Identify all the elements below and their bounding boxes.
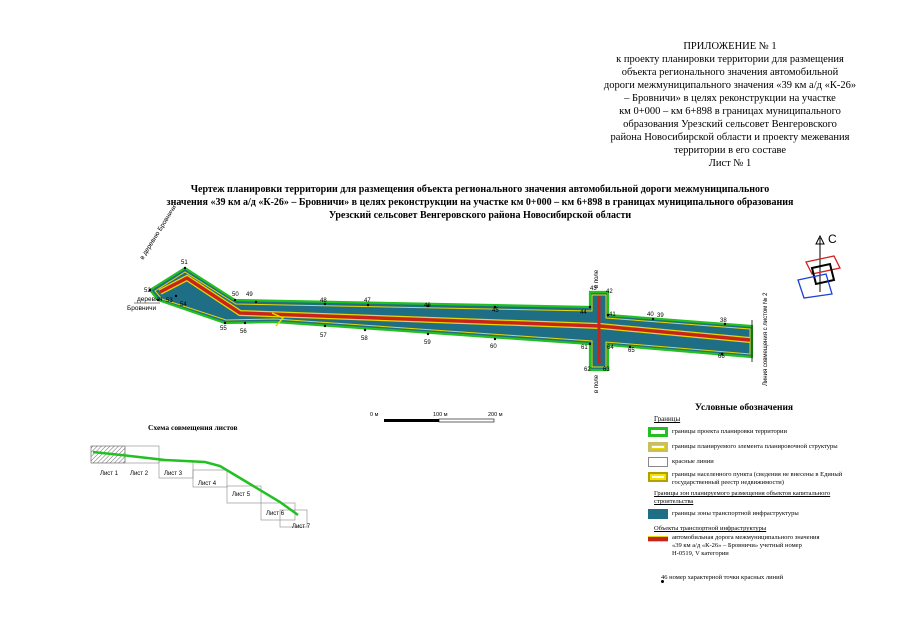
- title-line: значения «39 км а/д «К-26» – Бровничи» в целях реконструкции на участке км 0+000 – км 6+898 в границах муниципального образования: [166, 197, 794, 208]
- svg-text:0 м: 0 м: [370, 412, 379, 418]
- match-line-label: Линия совмещения с листом № 2: [763, 292, 769, 386]
- legend-section-objects: Объекты транспортной инфраструктуры: [654, 525, 767, 532]
- legend-item: красные линии: [672, 458, 714, 465]
- point-label: 59: [424, 340, 431, 346]
- point-label: 45: [492, 308, 499, 314]
- point-label: 58: [361, 336, 368, 342]
- appendix-line: дороги межмуниципального значения «39 км а/д «К-26»: [603, 80, 857, 91]
- appendix-line: образования Урезский сельсовет Венгеровского: [623, 119, 837, 130]
- legend-swatch-zone: [648, 509, 668, 519]
- point-label: 53: [166, 298, 173, 304]
- appendix-line: к проекту планировки территории для размещения: [616, 54, 844, 65]
- point-label: 44: [580, 310, 587, 316]
- point-label: 41: [609, 312, 616, 318]
- appendix-line: – Бровничи» в целях реконструкции на участке: [624, 93, 836, 104]
- direction-down-label: в поле: [594, 374, 600, 393]
- legend-section-zones: Границы зон планируемого размещения объектов капитального строительства: [654, 490, 831, 505]
- point-label: 47: [364, 298, 371, 304]
- point-label: 61: [581, 345, 588, 351]
- point-label: 43: [590, 286, 597, 292]
- point-label: 56: [240, 329, 247, 335]
- svg-text:200 м: 200 м: [488, 412, 503, 418]
- sheet-frame: [125, 446, 159, 463]
- legend-swatch-settlement: [648, 472, 668, 482]
- point-label: 63: [603, 367, 610, 373]
- scheme-title: Схема совмещения листов: [148, 423, 238, 432]
- legend-item: границы населенного пункта (сведения не внесены в Единый государственный реестр недвижимости): [672, 471, 843, 486]
- sheet-scheme: [91, 446, 311, 530]
- point-label: 55: [220, 326, 227, 332]
- point-label: 49: [246, 292, 253, 298]
- point-label: 46: [424, 303, 431, 309]
- svg-text:Лист 5: Лист 5: [232, 492, 251, 498]
- point-label: 60: [490, 344, 497, 350]
- point-label: 39: [657, 313, 664, 319]
- point-label: 42: [606, 289, 613, 295]
- point-label: 38: [720, 318, 727, 324]
- direction-label: в деревню Бровничи: [138, 204, 178, 262]
- svg-text:Лист 6: Лист 6: [266, 511, 285, 517]
- legend-swatch-road: [648, 536, 668, 542]
- legend-item: границы проекта планировки территории: [672, 428, 787, 435]
- svg-text:Лист 1: Лист 1: [100, 471, 119, 477]
- appendix-line: Лист № 1: [708, 158, 752, 169]
- point-label: 48: [320, 298, 327, 304]
- legend-item: границы зоны транспортной инфраструктуры: [672, 510, 799, 517]
- village-label: деревня: [137, 296, 163, 303]
- svg-text:С: С: [828, 232, 837, 246]
- title-line: Урезский сельсовет Венгеровского района Новосибирской области: [328, 210, 632, 221]
- point-label: 62: [584, 367, 591, 373]
- scale-bar: [370, 412, 503, 422]
- point-label: 65: [628, 348, 635, 354]
- svg-text:100 м: 100 м: [433, 412, 448, 418]
- point-label: 54: [180, 302, 187, 308]
- appendix-line: ПРИЛОЖЕНИЕ № 1: [683, 41, 777, 52]
- svg-text:Лист 4: Лист 4: [198, 481, 217, 487]
- legend-item: автомобильная дорога межмуниципального значения «39 км а/д «К-26» – Бровничи» учетный номер Н-0519, V категории: [672, 534, 820, 557]
- appendix-line: района Новосибирской области и проекту межевания: [610, 132, 850, 143]
- legend-title: Условные обозначения: [695, 403, 794, 413]
- svg-text:Лист 2: Лист 2: [130, 471, 149, 477]
- legend-item: границы планируемого элемента планировочной структуры: [672, 443, 838, 450]
- legend-swatch-red-lines: [648, 457, 668, 467]
- point-label: 66: [718, 354, 725, 360]
- point-label: 50: [232, 292, 239, 298]
- legend-item: 46 номер характерной точки красных линий: [661, 574, 784, 581]
- legend-swatch-yellow: [648, 442, 668, 452]
- north-arrow-icon: [798, 232, 840, 298]
- title-line: Чертеж планировки территории для размещения объекта регионального значения автомобильной дороги межмуниципального: [190, 184, 770, 195]
- point-label: 57: [320, 333, 327, 339]
- point-label: 64: [607, 345, 614, 351]
- road-corridor: [150, 268, 752, 370]
- direction-up-label: в поле: [594, 269, 600, 288]
- appendix-line: объекта регионального значения автомобильной: [621, 67, 839, 78]
- village-label: Бровничи: [127, 305, 157, 312]
- legend-swatch-green: [648, 427, 668, 437]
- svg-text:Лист 3: Лист 3: [164, 471, 183, 477]
- legend-section-boundaries: Границы: [654, 415, 681, 423]
- appendix-line: км 0+000 – км 6+898 в границах муниципального: [619, 106, 841, 117]
- point-label: 40: [647, 312, 654, 318]
- appendix-line: территории в его составе: [673, 145, 787, 156]
- point-label: 51: [181, 260, 188, 266]
- svg-text:Лист 7: Лист 7: [292, 524, 311, 530]
- point-label: 52: [144, 288, 151, 294]
